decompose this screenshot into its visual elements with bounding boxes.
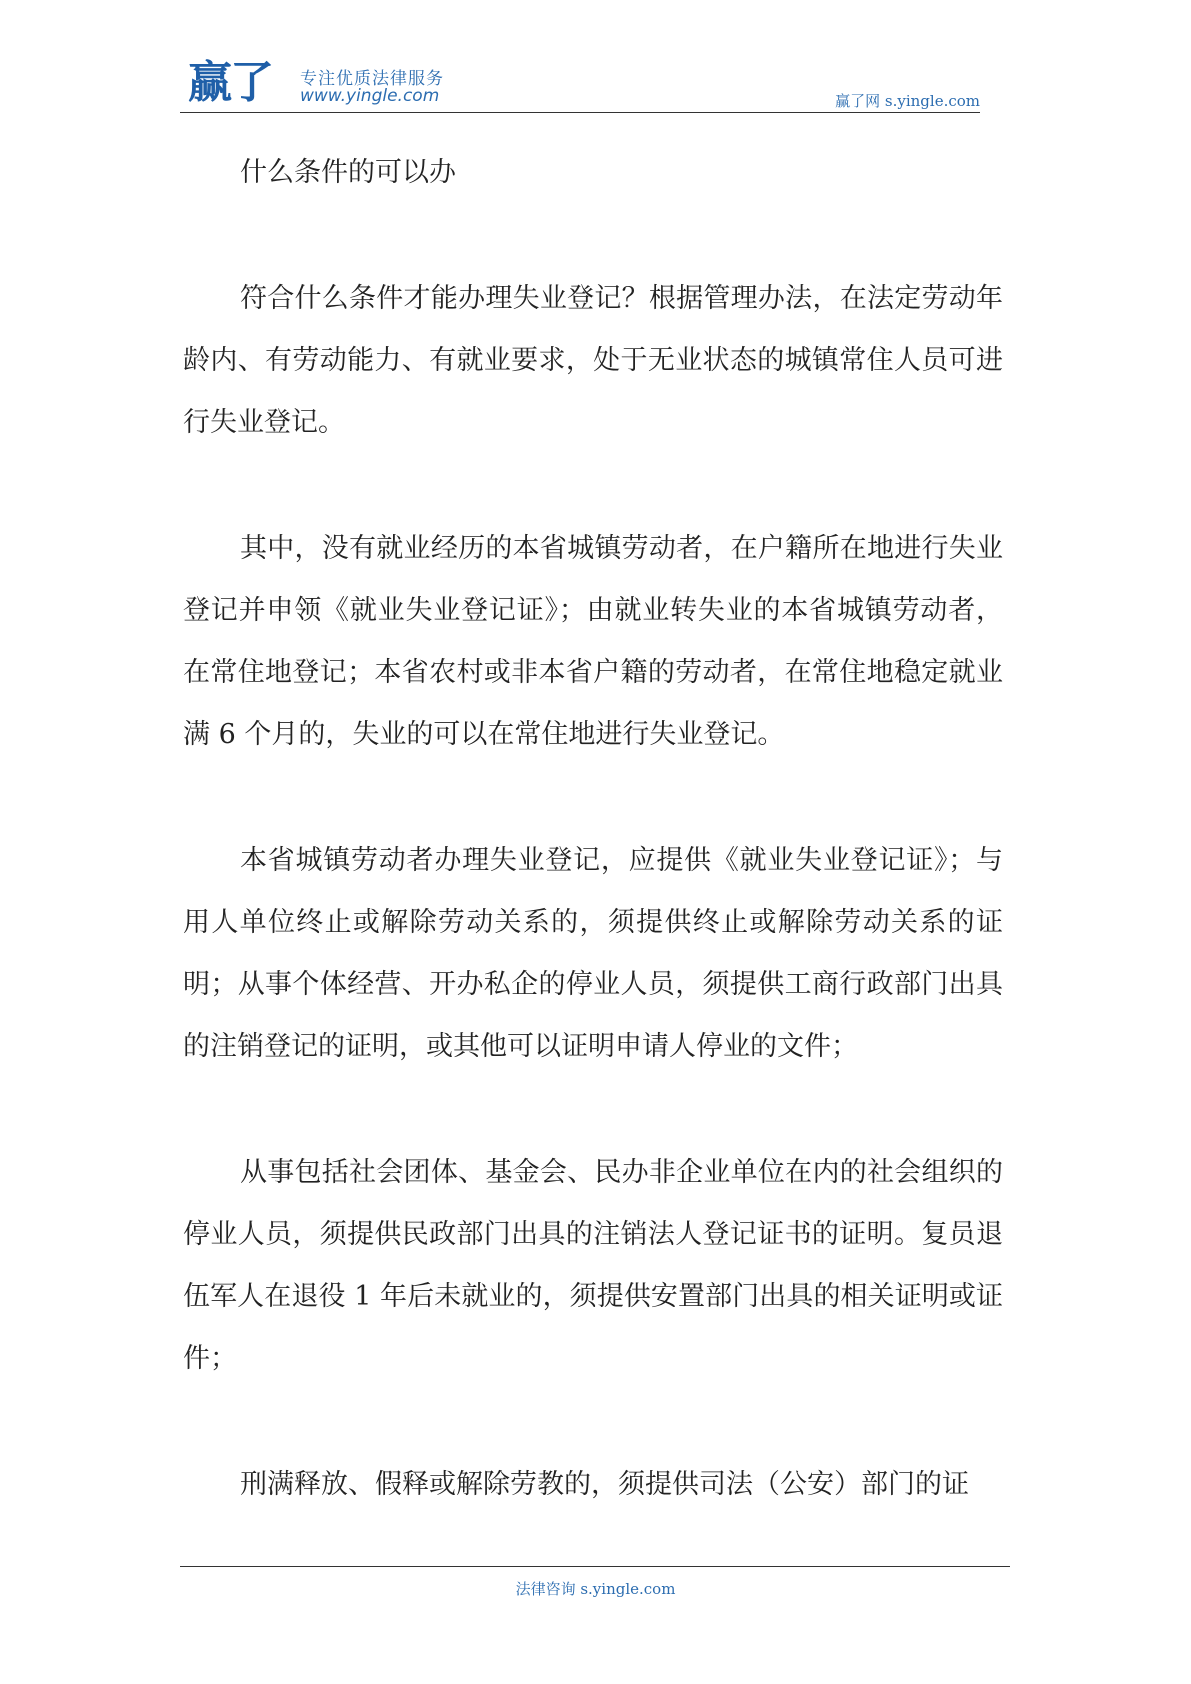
footer-consult-link[interactable]: 法律咨询 s.yingle.com xyxy=(515,1580,676,1598)
paragraph: 刑满释放、假释或解除劳教的，须提供司法（公安）部门的证 xyxy=(240,1469,969,1500)
document-body xyxy=(183,142,1003,1516)
paragraph: 本省城镇劳动者办理失业登记，应提供《就业失业登记证》；与用人单位终止或解除劳动关系的，须提供终止或解除劳动关系的证明；从事个体经营、开办私企的停业人员，须提供工商行政部门出具的注销登记的证明，或其他可以证明申请人停业的文件； xyxy=(183,845,1003,1062)
header-site-link[interactable]: 赢了网 s.yingle.com xyxy=(835,92,980,110)
logo-url: www.yingle.com xyxy=(300,86,440,106)
site-logo[interactable]: 赢了 xyxy=(188,57,272,108)
paragraph: 其中，没有就业经历的本省城镇劳动者，在户籍所在地进行失业登记并申领《就业失业登记证》；由就业转失业的本省城镇劳动者，在常住地登记；本省农村或非本省户籍的劳动者，在常住地稳定就业满 6 个月的，失业的可以在常住地进行失业登记。 xyxy=(183,533,1003,750)
paragraph: 符合什么条件才能办理失业登记？根据管理办法，在法定劳动年龄内、有劳动能力、有就业要求，处于无业状态的城镇常住人员可进行失业登记。 xyxy=(183,283,1003,438)
section-heading: 什么条件的可以办 xyxy=(240,157,456,188)
paragraph: 从事包括社会团体、基金会、民办非企业单位在内的社会组织的停业人员，须提供民政部门出具的注销法人登记证书的证明。复员退伍军人在退役 1 年后未就业的，须提供安置部门出具的相关证明或证件； xyxy=(183,1157,1003,1374)
header-divider xyxy=(180,112,980,113)
page-header xyxy=(180,58,980,114)
footer-divider xyxy=(180,1566,1010,1567)
logo-tagline: 专注优质法律服务 xyxy=(300,69,444,89)
